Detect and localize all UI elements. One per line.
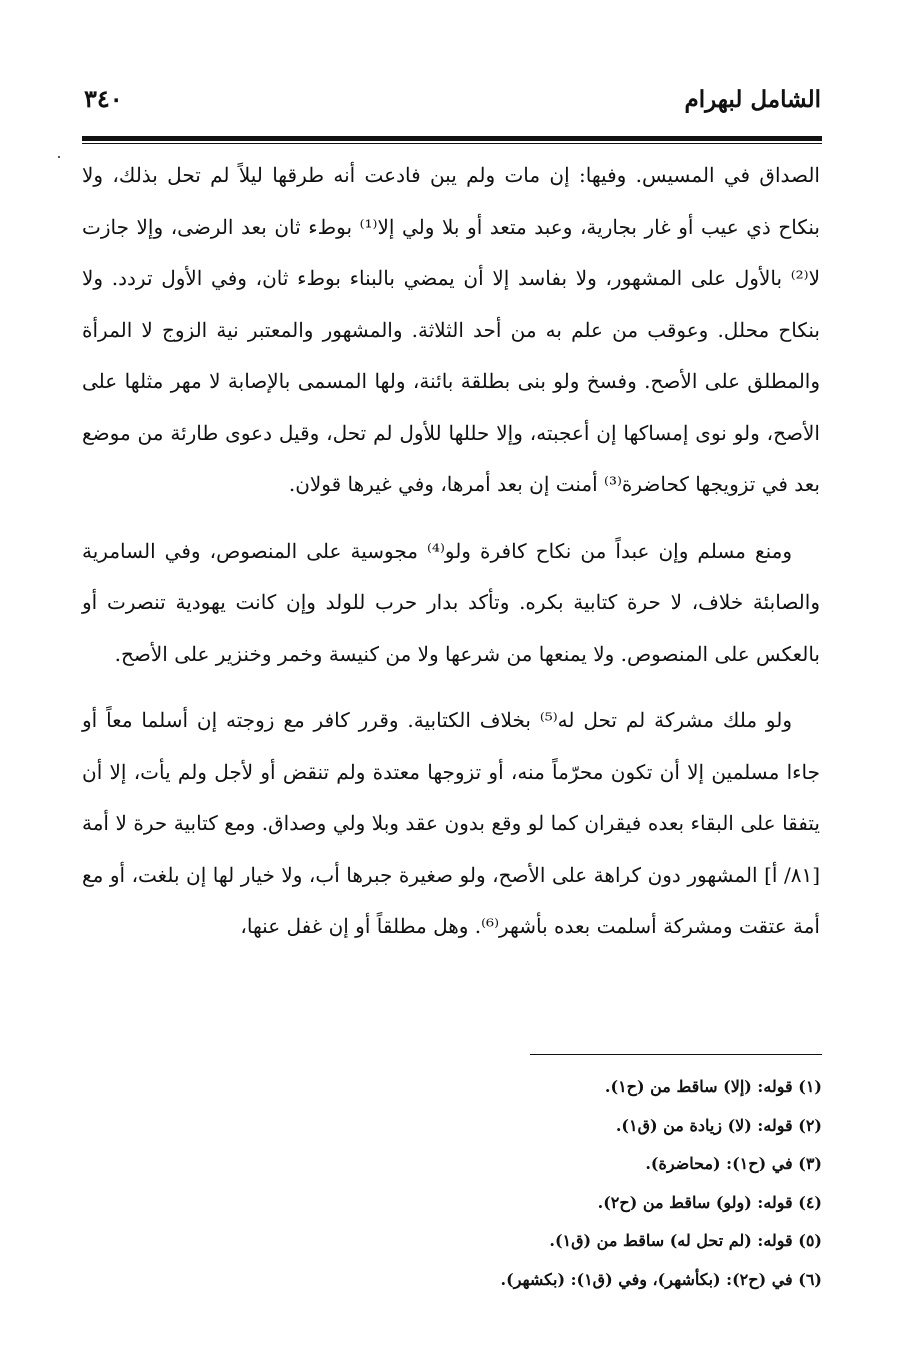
footnote-6: (٦) في (ح٢): (بكأشهر)، وفي (ق١): (بكشهر). <box>500 1269 822 1289</box>
paragraph-2: ومنع مسلم وإن عبداً من نكاح كافرة ولو⁽⁴⁾ مجوسية على المنصوص، وفي السامرية والصابئة خلاف، لا حرة كتابية بكره. وتأكد بدار حرب للولد وإن كانت يهودية تنصرت أو بالعكس على المنصوص. ولا يمنعها من شرعها ولا من كنيسة وخمر وخنزير على الأصح. <box>82 538 820 666</box>
page-number: ٣٤٠ <box>84 84 123 113</box>
header-rule-thick <box>82 136 822 141</box>
footnote-1: (١) قوله: (إلا) ساقط من (ح١). <box>604 1077 822 1096</box>
footnote-4: (٤) قوله: (ولو) ساقط من (ح٢). <box>597 1192 822 1212</box>
footnotes <box>200 1068 822 1299</box>
footnote-5: (٥) قوله: (لم تحل له) ساقط من (ق١). <box>549 1231 822 1250</box>
footnote-separator <box>530 1054 822 1055</box>
main-text <box>82 150 820 953</box>
footnote-2: (٢) قوله: (لا) زيادة من (ق١). <box>615 1115 822 1135</box>
running-header <box>82 78 821 128</box>
paragraph-3: ولو ملك مشركة لم تحل له⁽⁵⁾ بخلاف الكتابية. وقرر كافر مع زوجته إن أسلما معاً أو جاءا مسلمين إلا أن تكون محرّماً منه، أو تزوجها معتدة ولم تنقض أو لأجل ولم يأت، إلا أن يتفقا على البقاء بعده فيقران كما لو وقع بدون عقد وبلا ولي وصداق. ومع كتابية حرة لا أمة [٨١/ أ] المشهور دون كراهة على الأصح، ولو صغيرة جبرها أب، ولا خيار لها إن بلغت، أو مع أمة عتقت ومشركة أسلمت بعده بأشهر⁽⁶⁾. وهل مطلقاً أو إن غفل عنها، <box>82 708 820 938</box>
book-title: الشامل لبهرام <box>684 86 821 113</box>
paragraph-1: الصداق في المسيس. وفيها: إن مات ولم يبن فادعت أنه طرقها ليلاً لم تحل بذلك، ولا بنكاح ذي عيب أو غار بجارية، وعبد متعد أو بلا ولي إلا⁽¹⁾ بوطء ثان بعد الرضى، وإلا جازت لا⁽²⁾ بالأول على المشهور، ولا بفاسد إلا أن يمضي بالبناء بوطء ثان، وفي الأول تردد. ولا بنكاح محلل. وعوقب من علم به من أحد الثلاثة. والمشهور والمعتبر نية الزوج لا المرأة والمطلق على الأصح. وفسخ ولو بنى بطلقة بائنة، ولها المسمى بالإصابة لا مهر مثلها على الأصح، ولو نوى إمساكها إن أعجبته، وإلا حللها للأول لم تحل، وقيل دعوى طارئة من موضع بعد في تزويجها كحاضرة⁽³⁾ أمنت إن بعد أمرها، وفي غيرها قولان. <box>82 163 820 496</box>
header-rule-thin <box>82 143 822 144</box>
margin-speck <box>58 156 60 158</box>
footnote-3: (٣) في (ح١): (محاضرة). <box>645 1154 822 1173</box>
